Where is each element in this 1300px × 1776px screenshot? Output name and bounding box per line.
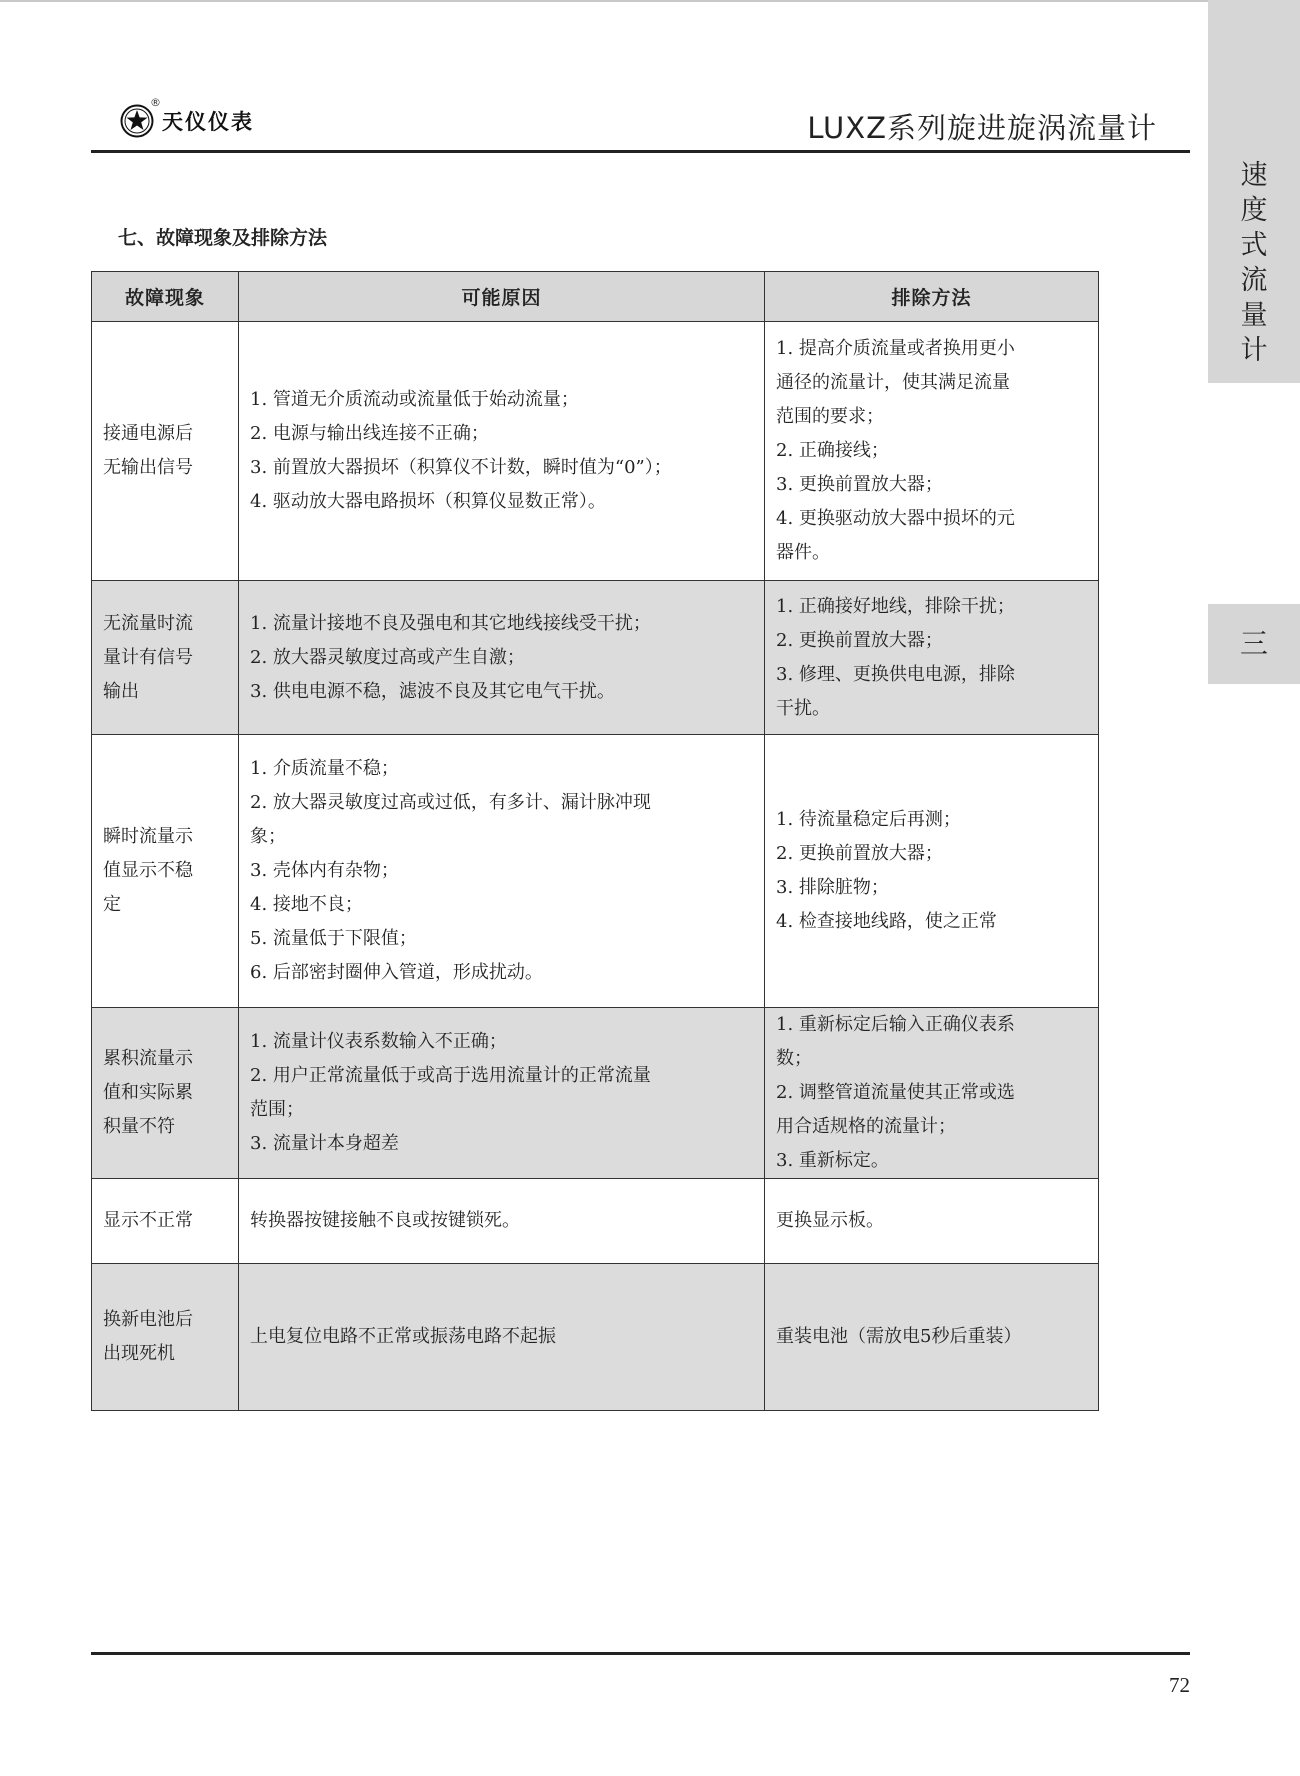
category-char: 量 bbox=[1240, 300, 1268, 331]
cause-line: 6. 后部密封圈伸入管道，形成扰动。 bbox=[250, 962, 543, 983]
remedy-line: 1. 待流量稳定后再测； bbox=[776, 809, 961, 830]
remedy-line: 3. 重新标定。 bbox=[776, 1150, 889, 1171]
cause-line: 4. 接地不良； bbox=[250, 894, 363, 915]
remedy-cell bbox=[765, 1008, 1099, 1179]
remedy-line: 3. 修理、更换供电电源，排除 bbox=[776, 663, 1015, 685]
category-label bbox=[1208, 158, 1300, 368]
cause-cell bbox=[239, 322, 765, 581]
cause-line: 上电复位电路不正常或振荡电路不起振 bbox=[250, 1326, 556, 1347]
cause-line: 3. 流量计本身超差 bbox=[250, 1133, 399, 1154]
remedy-line: 用合适规格的流量计； bbox=[776, 1116, 956, 1137]
cause-line: 转换器按键接触不良或按键锁死。 bbox=[250, 1210, 520, 1231]
cause-line: 2. 用户正常流量低于或高于选用流量计的正常流量 bbox=[250, 1065, 651, 1086]
symptom-line: 瞬时流量示 bbox=[103, 826, 193, 847]
remedy-line: 器件。 bbox=[776, 542, 830, 563]
cause-line: 2. 放大器灵敏度过高或过低，有多计、漏计脉冲现 bbox=[250, 792, 651, 813]
symptom-line: 无输出信号 bbox=[103, 457, 193, 478]
remedy-line: 范围的要求； bbox=[776, 406, 884, 427]
category-char: 式 bbox=[1240, 230, 1268, 261]
company-logo bbox=[120, 96, 254, 138]
table-row bbox=[92, 1264, 1099, 1411]
remedy-line: 4. 检查接地线路，使之正常 bbox=[776, 911, 997, 932]
symptom-cell bbox=[92, 322, 239, 581]
table-row bbox=[92, 1008, 1099, 1179]
document-title: LUXZ系列旋进旋涡流量计 bbox=[807, 111, 1157, 145]
table-row bbox=[92, 735, 1099, 1008]
remedy-cell bbox=[765, 581, 1099, 735]
symptom-line: 定 bbox=[103, 894, 121, 915]
table-row bbox=[92, 322, 1099, 581]
column-header-cause: 可能原因 bbox=[239, 272, 765, 322]
remedy-line: 3. 排除脏物； bbox=[776, 877, 889, 898]
remedy-line: 1. 正确接好地线，排除干扰； bbox=[776, 595, 1015, 617]
cause-line: 4. 驱动放大器电路损坏（积算仪显数正常）。 bbox=[250, 491, 606, 512]
remedy-cell bbox=[765, 735, 1099, 1008]
symptom-cell bbox=[92, 1179, 239, 1264]
symptom-line: 无流量时流 bbox=[103, 612, 193, 634]
symptom-line: 值显示不稳 bbox=[103, 860, 193, 881]
symptom-cell bbox=[92, 581, 239, 735]
cause-cell bbox=[239, 1264, 765, 1411]
category-char: 流 bbox=[1240, 265, 1268, 296]
cause-line: 3. 壳体内有杂物； bbox=[250, 860, 399, 881]
cause-line: 1. 流量计仪表系数输入不正确； bbox=[250, 1031, 507, 1052]
symptom-line: 显示不正常 bbox=[103, 1210, 193, 1231]
symptom-line: 出现死机 bbox=[103, 1343, 175, 1364]
remedy-line: 数； bbox=[776, 1048, 812, 1069]
cause-cell bbox=[239, 1008, 765, 1179]
remedy-line: 4. 更换驱动放大器中损坏的元 bbox=[776, 508, 1015, 529]
table-row bbox=[92, 581, 1099, 735]
star-emblem-icon bbox=[120, 104, 154, 138]
cause-line: 2. 放大器灵敏度过高或产生自激； bbox=[250, 646, 525, 668]
remedy-line: 1. 重新标定后输入正确仪表系 bbox=[776, 1014, 1015, 1035]
cause-line: 范围； bbox=[250, 1099, 304, 1120]
top-border bbox=[0, 0, 1300, 2]
cause-line: 1. 流量计接地不良及强电和其它地线接线受干扰； bbox=[250, 612, 651, 634]
symptom-line: 接通电源后 bbox=[103, 423, 193, 444]
remedy-cell bbox=[765, 322, 1099, 581]
column-header-symptom: 故障现象 bbox=[92, 272, 239, 322]
remedy-line: 2. 更换前置放大器； bbox=[776, 629, 943, 651]
cause-cell bbox=[239, 1179, 765, 1264]
remedy-line: 2. 调整管道流量使其正常或选 bbox=[776, 1082, 1015, 1103]
cause-cell bbox=[239, 581, 765, 735]
symptom-cell bbox=[92, 1008, 239, 1179]
remedy-line: 2. 正确接线； bbox=[776, 440, 889, 461]
remedy-cell bbox=[765, 1179, 1099, 1264]
category-side-tab bbox=[1208, 0, 1300, 383]
symptom-line: 累积流量示 bbox=[103, 1048, 193, 1069]
cause-line: 1. 管道无介质流动或流量低于始动流量； bbox=[250, 389, 579, 410]
chapter-number: 三 bbox=[1239, 627, 1268, 660]
chapter-side-tab bbox=[1208, 604, 1300, 684]
remedy-line: 2. 更换前置放大器； bbox=[776, 843, 943, 864]
cause-line: 2. 电源与输出线连接不正确； bbox=[250, 423, 489, 444]
symptom-line: 输出 bbox=[103, 680, 139, 702]
cause-line: 象； bbox=[250, 826, 286, 847]
header-divider bbox=[91, 150, 1190, 153]
cause-line: 3. 前置放大器损坏（积算仪不计数，瞬时值为“0”）； bbox=[250, 457, 672, 478]
troubleshooting-table bbox=[91, 271, 1099, 1411]
symptom-cell bbox=[92, 735, 239, 1008]
footer-divider bbox=[91, 1652, 1190, 1655]
remedy-line: 重装电池（需放电5秒后重装） bbox=[776, 1326, 1022, 1347]
symptom-line: 值和实际累 bbox=[103, 1082, 193, 1103]
page-number: 72 bbox=[1169, 1673, 1190, 1697]
registered-mark: ® bbox=[150, 96, 161, 109]
symptom-cell bbox=[92, 1264, 239, 1411]
category-char: 计 bbox=[1240, 335, 1268, 366]
remedy-cell bbox=[765, 1264, 1099, 1411]
cause-line: 5. 流量低于下限值； bbox=[250, 928, 417, 949]
remedy-line: 更换显示板。 bbox=[776, 1210, 884, 1231]
table-header-row bbox=[92, 272, 1099, 322]
category-char: 度 bbox=[1240, 195, 1268, 226]
remedy-line: 3. 更换前置放大器； bbox=[776, 474, 943, 495]
column-header-remedy: 排除方法 bbox=[765, 272, 1099, 322]
section-heading: 七、故障现象及排除方法 bbox=[118, 227, 328, 249]
symptom-line: 换新电池后 bbox=[103, 1309, 193, 1330]
remedy-line: 通径的流量计，使其满足流量 bbox=[776, 372, 1010, 393]
category-char: 速 bbox=[1240, 160, 1268, 191]
symptom-line: 量计有信号 bbox=[103, 646, 193, 668]
cause-line: 1. 介质流量不稳； bbox=[250, 758, 399, 779]
table-row bbox=[92, 1179, 1099, 1264]
logo-text: 天仪仪表 bbox=[162, 109, 254, 134]
cause-line: 3. 供电电源不稳，滤波不良及其它电气干扰。 bbox=[250, 680, 615, 702]
remedy-line: 1. 提高介质流量或者换用更小 bbox=[776, 338, 1015, 359]
symptom-line: 积量不符 bbox=[103, 1116, 175, 1137]
cause-cell bbox=[239, 735, 765, 1008]
remedy-line: 干扰。 bbox=[776, 697, 830, 719]
